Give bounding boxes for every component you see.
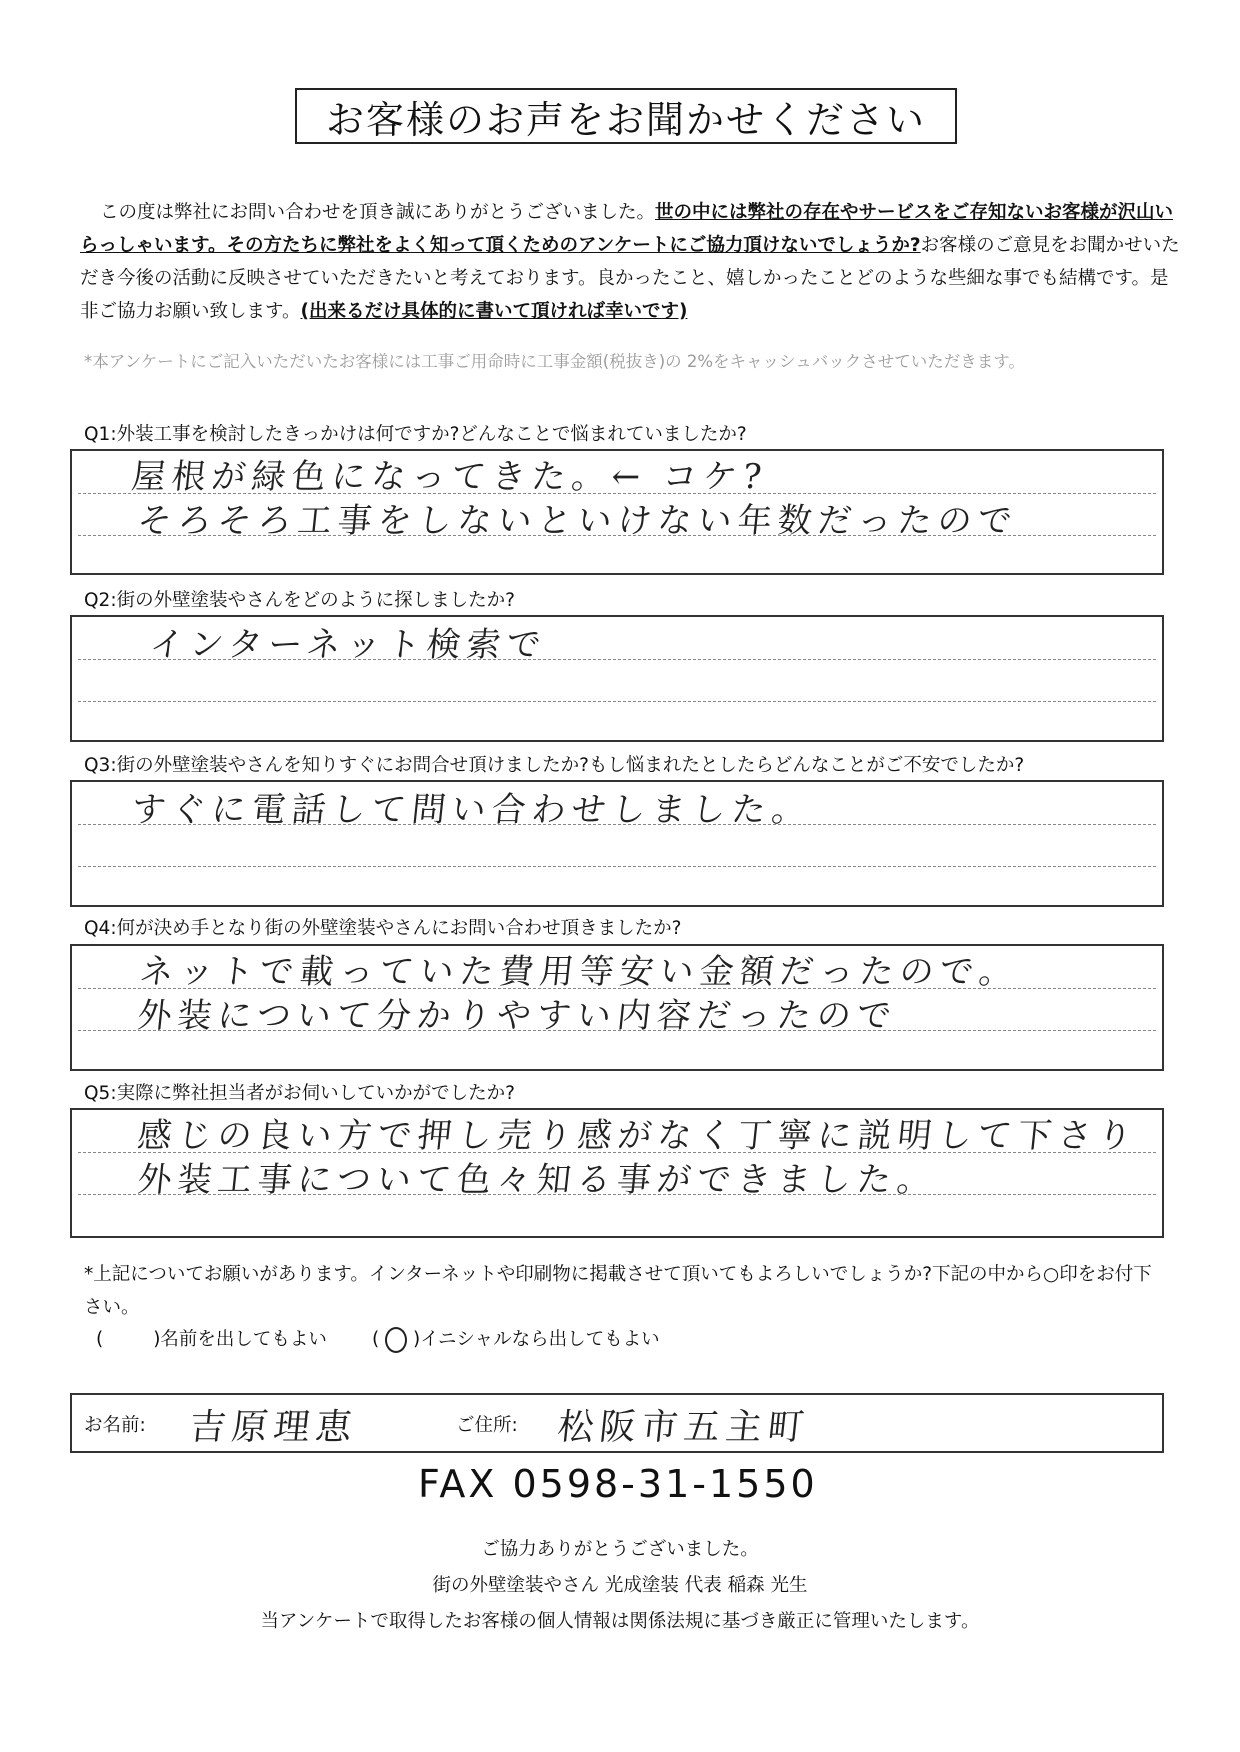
page-title-text: お客様のお声をお聞かせください bbox=[325, 97, 926, 142]
q3-answer-box[interactable] bbox=[70, 780, 1164, 907]
q3-label: Q3:街の外壁塗装やさんを知りすぐにお問合せ頂けましたか?もし悩まれたとしたらどんなことがご不安でしたか? bbox=[84, 755, 1025, 776]
intro-p3: お客様のご意見をお聞かせいただき今後の活動に反映させていただきたいと考えております。良かったこと、嬉しかったことどのような些細な事でも結構です。是非ご協力お願い致します。 bbox=[80, 235, 1180, 322]
footer-privacy: 当アンケートで取得したお客様の個人情報は関係法規に基づき厳正に管理いたします。 bbox=[260, 1611, 980, 1632]
q1-answer-line1: 屋根が緑色になってきた。← コケ? bbox=[129, 457, 770, 497]
q3-answer-line1: すぐに電話して問い合わせしました。 bbox=[129, 790, 814, 830]
option-name-ok[interactable] bbox=[96, 1325, 327, 1351]
intro-p1: この度は弊社にお問い合わせを頂き誠にありがとうございました。 bbox=[100, 202, 656, 223]
option-initials-open-paren: ( bbox=[372, 1329, 380, 1350]
q1-label: Q1:外装工事を検討したきっかけは何ですか?どんなことで悩まれていましたか? bbox=[84, 424, 747, 445]
intro-text bbox=[80, 196, 1180, 328]
name-label: お名前: bbox=[84, 1415, 146, 1436]
name-value[interactable]: 吉原理恵 bbox=[187, 1407, 360, 1448]
q5-answer-box[interactable] bbox=[70, 1108, 1164, 1238]
option-initials-label: )イニシャルなら出してもよい bbox=[413, 1329, 660, 1350]
option-initials-ok[interactable] bbox=[372, 1325, 660, 1353]
q4-answer-box[interactable] bbox=[70, 944, 1164, 1071]
customer-info-box bbox=[70, 1393, 1164, 1453]
address-label: ご住所: bbox=[456, 1415, 518, 1436]
q5-label: Q5:実際に弊社担当者がお伺いしていかがでしたか? bbox=[84, 1083, 515, 1104]
option-name-open-paren: ( bbox=[96, 1329, 104, 1350]
option-name-label: )名前を出してもよい bbox=[153, 1329, 327, 1350]
q4-label: Q4:何が決め手となり街の外壁塗装やさんにお問い合わせ頂きましたか? bbox=[84, 918, 682, 939]
address-value[interactable]: 松阪市五主町 bbox=[555, 1407, 812, 1448]
cashback-note: *本アンケートにご記入いただいたお客様には工事ご用命時に工事金額(税抜き)の 2%をキャッシュバックさせていただきます。 bbox=[84, 352, 1025, 371]
q2-label: Q2:街の外壁塗装やさんをどのように探しましたか? bbox=[84, 590, 515, 611]
q5-answer-line2: 外装工事について色々知る事ができました。 bbox=[135, 1160, 940, 1200]
publish-request: *上記についてお願いがあります。インターネットや印刷物に掲載させて頂いてもよろしいでしょうか?下記の中から○印をお付下さい。 bbox=[84, 1264, 1152, 1318]
q1-answer-line2: そろそろ工事をしないといけない年数だったので bbox=[135, 501, 1020, 541]
intro-p4-bold: (出来るだけ具体的に書いて頂ければ幸いです) bbox=[300, 301, 688, 322]
footer-thanks: ご協力ありがとうございました。 bbox=[481, 1539, 759, 1560]
page-title bbox=[295, 88, 957, 144]
q2-answer-box[interactable] bbox=[70, 615, 1164, 742]
intro-p2-bold: 世の中には弊社の存在やサービスをご存知ないお客様が沢山いらっしゃいます。その方たちに弊社をよく知って頂くためのアンケートにご協力頂けないでしょうか? bbox=[80, 202, 1174, 256]
q2-answer-line1: インターネット検索で bbox=[147, 625, 549, 665]
q4-answer-line1: ネットで載っていた費用等安い金額だったので。 bbox=[137, 952, 1022, 992]
q4-answer-line2: 外装について分かりやすい内容だったので bbox=[135, 996, 900, 1036]
footer-company: 街の外壁塗装やさん 光成塗装 代表 稲森 光生 bbox=[432, 1575, 808, 1596]
q1-answer-box[interactable] bbox=[70, 449, 1164, 575]
answer-line bbox=[78, 701, 1156, 702]
fax-number: FAX 0598-31-1550 bbox=[418, 1462, 818, 1506]
answer-line bbox=[78, 866, 1156, 867]
selected-circle-mark bbox=[385, 1327, 407, 1353]
q5-answer-line1: 感じの良い方で押し売り感がなく丁寧に説明して下さり bbox=[135, 1116, 1140, 1156]
